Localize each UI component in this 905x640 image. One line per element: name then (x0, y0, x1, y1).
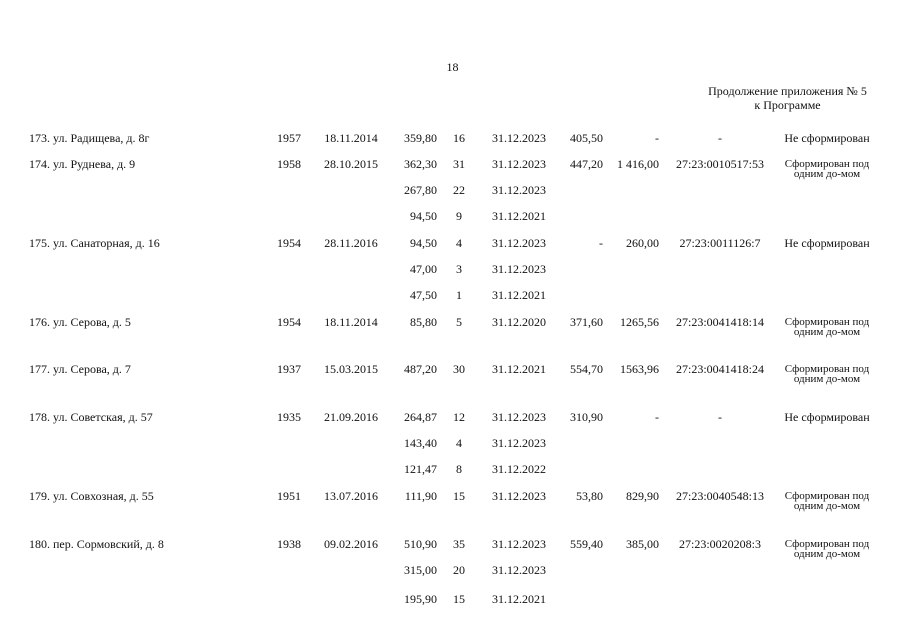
land-status-cell: Не сформирован (784, 236, 870, 250)
cadastral-number-cell: 27:23:0041418:24 (675, 362, 764, 376)
area-cell: 362,30 (404, 157, 437, 171)
land-area-cell: 1 416,00 (617, 157, 659, 171)
row-number-cell: 174. (29, 157, 50, 171)
resettlement-deadline-cell: 31.12.2023 (492, 236, 546, 250)
land-area-cell: - (655, 410, 659, 424)
residents-count-cell: 4 (456, 436, 462, 450)
cadastral-number-cell: - (718, 131, 722, 145)
row-number-cell: 177. (29, 362, 50, 376)
resettlement-deadline-cell: 31.12.2023 (492, 537, 546, 551)
area-cell: 94,50 (410, 236, 437, 250)
resettlement-deadline-cell: 31.12.2021 (492, 288, 546, 302)
year-built-cell: 1938 (277, 537, 301, 551)
year-built-cell: 1935 (277, 410, 301, 424)
building-area-cell: 447,20 (570, 157, 603, 171)
residents-count-cell: 4 (456, 236, 462, 250)
address-cell: ул. Санаторная, д. 16 (53, 236, 160, 250)
resettlement-deadline-cell: 31.12.2023 (492, 183, 546, 197)
cadastral-number-cell: 27:23:0020208:3 (678, 537, 761, 551)
address-cell: ул. Серова, д. 7 (53, 362, 131, 376)
area-cell: 143,40 (404, 436, 437, 450)
area-cell: 359,80 (404, 131, 437, 145)
resettlement-deadline-cell: 31.12.2023 (492, 262, 546, 276)
recognition-date-cell: 13.07.2016 (324, 489, 378, 503)
building-area-cell: - (599, 236, 603, 250)
residents-count-cell: 30 (453, 362, 465, 376)
land-area-cell: 1265,56 (620, 315, 659, 329)
address-cell: ул. Серова, д. 5 (53, 315, 131, 329)
area-cell: 487,20 (404, 362, 437, 376)
building-area-cell: 405,50 (570, 131, 603, 145)
recognition-date-cell: 18.11.2014 (324, 131, 378, 145)
cadastral-number-cell: 27:23:0011126:7 (679, 236, 761, 250)
resettlement-deadline-cell: 31.12.2022 (492, 462, 546, 476)
recognition-date-cell: 15.03.2015 (324, 362, 378, 376)
recognition-date-cell: 28.10.2015 (324, 157, 378, 171)
building-area-cell: 310,90 (570, 410, 603, 424)
area-cell: 195,90 (404, 592, 437, 606)
resettlement-deadline-cell: 31.12.2023 (492, 131, 546, 145)
resettlement-deadline-cell: 31.12.2023 (492, 410, 546, 424)
building-area-cell: 371,60 (570, 315, 603, 329)
row-number-cell: 173. (29, 131, 50, 145)
building-area-cell: 554,70 (570, 362, 603, 376)
row-number-cell: 179. (29, 489, 50, 503)
area-cell: 111,90 (404, 489, 437, 503)
area-cell: 94,50 (410, 209, 437, 223)
residents-count-cell: 1 (456, 288, 462, 302)
land-area-cell: 260,00 (626, 236, 659, 250)
appendix-caption-line-1: Продолжение приложения № 5 (708, 84, 867, 98)
recognition-date-cell: 28.11.2016 (324, 236, 378, 250)
year-built-cell: 1958 (277, 157, 301, 171)
land-status-cell: Сформирован под одним до-мом (784, 158, 870, 180)
area-cell: 315,00 (404, 563, 437, 577)
address-cell: пер. Сормовский, д. 8 (53, 537, 164, 551)
year-built-cell: 1954 (277, 236, 301, 250)
residents-count-cell: 5 (456, 315, 462, 329)
row-number-cell: 178. (29, 410, 50, 424)
row-number-cell: 180. (29, 537, 50, 551)
residents-count-cell: 8 (456, 462, 462, 476)
residents-count-cell: 3 (456, 262, 462, 276)
land-status-cell: Сформирован под одним до-мом (784, 490, 870, 512)
resettlement-deadline-cell: 31.12.2021 (492, 209, 546, 223)
year-built-cell: 1954 (277, 315, 301, 329)
cadastral-number-cell: 27:23:0010517:53 (675, 157, 764, 171)
recognition-date-cell: 18.11.2014 (324, 315, 378, 329)
area-cell: 85,80 (410, 315, 437, 329)
residents-count-cell: 35 (453, 537, 465, 551)
appendix-caption-line-2: к Программе (754, 98, 821, 112)
building-area-cell: 559,40 (570, 537, 603, 551)
land-area-cell: 385,00 (626, 537, 659, 551)
cadastral-number-cell: 27:23:0040548:13 (675, 489, 764, 503)
building-area-cell: 53,80 (576, 489, 603, 503)
land-status-cell: Не сформирован (784, 131, 870, 145)
residents-count-cell: 12 (453, 410, 465, 424)
resettlement-deadline-cell: 31.12.2023 (492, 157, 546, 171)
land-area-cell: 829,90 (626, 489, 659, 503)
area-cell: 510,90 (404, 537, 437, 551)
address-cell: ул. Советская, д. 57 (53, 410, 153, 424)
row-number-cell: 175. (29, 236, 50, 250)
land-area-cell: - (655, 131, 659, 145)
cadastral-number-cell: 27:23:0041418:14 (675, 315, 764, 329)
resettlement-deadline-cell: 31.12.2021 (492, 362, 546, 376)
area-cell: 47,00 (410, 262, 437, 276)
year-built-cell: 1957 (277, 131, 301, 145)
resettlement-deadline-cell: 31.12.2023 (492, 563, 546, 577)
residents-count-cell: 15 (453, 489, 465, 503)
area-cell: 267,80 (404, 183, 437, 197)
land-area-cell: 1563,96 (620, 362, 659, 376)
recognition-date-cell: 21.09.2016 (324, 410, 378, 424)
residents-count-cell: 22 (453, 183, 465, 197)
land-status-cell: Сформирован под одним до-мом (784, 316, 870, 338)
resettlement-deadline-cell: 31.12.2023 (492, 436, 546, 450)
residents-count-cell: 31 (453, 157, 465, 171)
address-cell: ул. Радищева, д. 8г (53, 131, 150, 145)
land-status-cell: Сформирован под одним до-мом (784, 538, 870, 560)
area-cell: 264,87 (404, 410, 437, 424)
area-cell: 47,50 (410, 288, 437, 302)
year-built-cell: 1951 (277, 489, 301, 503)
year-built-cell: 1937 (277, 362, 301, 376)
residents-count-cell: 9 (456, 209, 462, 223)
resettlement-deadline-cell: 31.12.2021 (492, 592, 546, 606)
cadastral-number-cell: - (718, 410, 722, 424)
residents-count-cell: 15 (453, 592, 465, 606)
area-cell: 121,47 (404, 462, 437, 476)
page-number: 18 (446, 60, 459, 74)
address-cell: ул. Совхозная, д. 55 (53, 489, 154, 503)
land-status-cell: Сформирован под одним до-мом (784, 363, 870, 385)
land-status-cell: Не сформирован (784, 410, 870, 424)
resettlement-deadline-cell: 31.12.2020 (492, 315, 546, 329)
residents-count-cell: 16 (453, 131, 465, 145)
resettlement-deadline-cell: 31.12.2023 (492, 489, 546, 503)
row-number-cell: 176. (29, 315, 50, 329)
residents-count-cell: 20 (453, 563, 465, 577)
recognition-date-cell: 09.02.2016 (324, 537, 378, 551)
address-cell: ул. Руднева, д. 9 (53, 157, 136, 171)
